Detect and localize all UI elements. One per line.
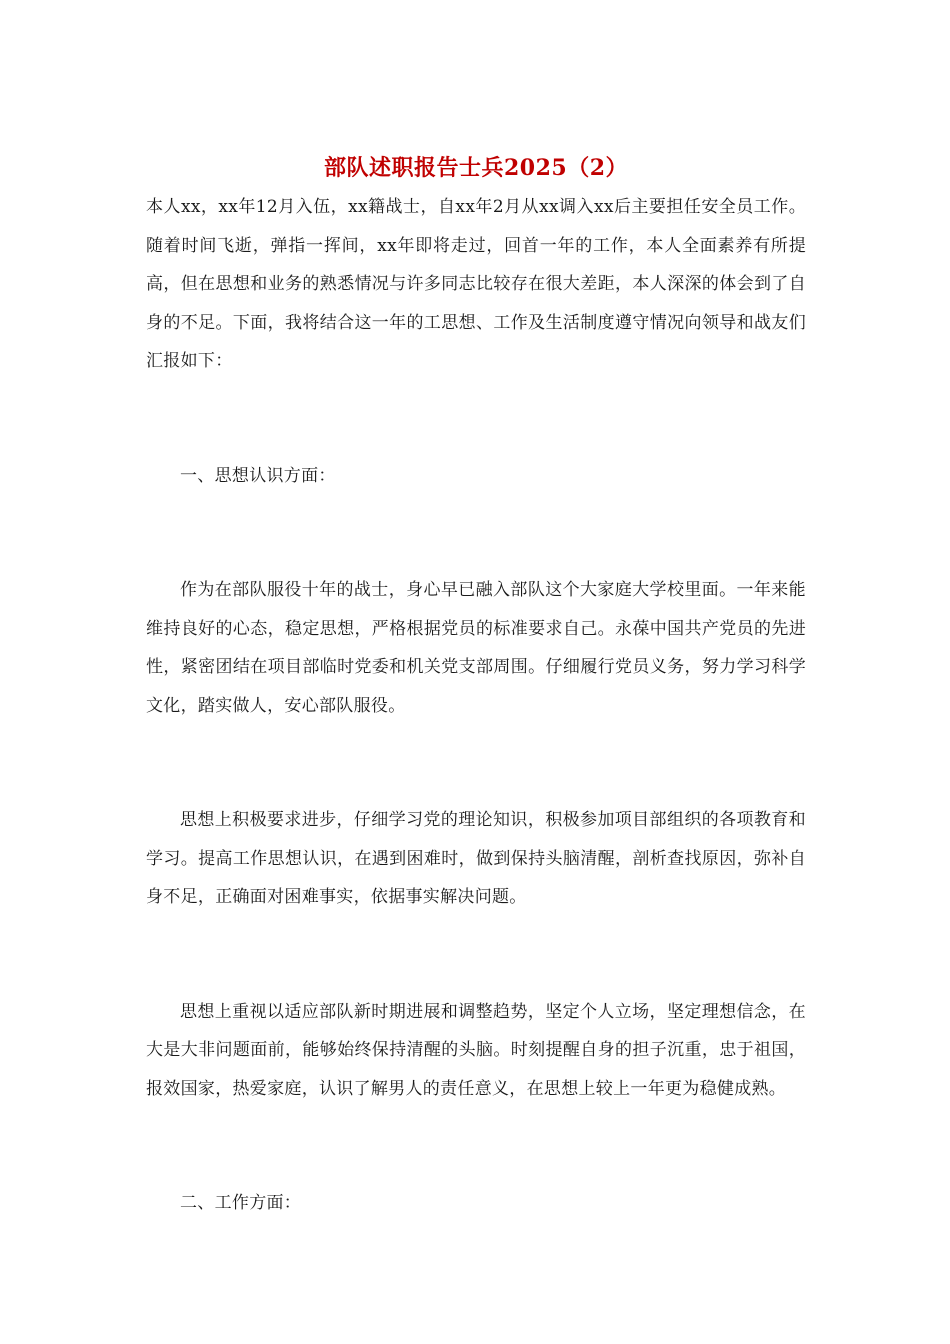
section-heading-thought: 一、思想认识方面：	[180, 465, 336, 486]
spacer	[146, 381, 806, 457]
document-page	[146, 150, 806, 1223]
section-heading-work: 二、工作方面：	[180, 1193, 302, 1213]
body-paragraph: 思想上重视以适应部队新时期进展和调整趋势，坚定个人立场，坚定理想信念，在大是大非问题面前，能够始终保持清醒的头脑。时刻提醒自身的担子沉重，忠于祖国，报效国家，热爱家庭，认识了解男人的责任意义，在思想上较上一年更为稳健成熟。	[146, 1001, 806, 1099]
body-paragraph: 思想上积极要求进步，仔细学习党的理论知识，积极参加项目部组织的各项教育和学习。提高工作思想认识，在遇到困难时，做到保持头脑清醒，剖析查找原因，弥补自身不足，正确面对困难事实，依据事实解决问题。	[146, 810, 806, 907]
spacer	[146, 917, 806, 993]
document-title: 部队述职报告士兵2025（2）	[323, 155, 629, 181]
spacer	[146, 725, 806, 801]
spacer	[146, 1108, 806, 1184]
spacer	[146, 495, 806, 571]
body-paragraph: 作为在部队服役十年的战士，身心早已融入部队这个大家庭大学校里面。一年来能维持良好的心态，稳定思想，严格根据党员的标准要求自己。永葆中国共产党员的先进性，紧密团结在项目部临时党委和机关党支部周围。仔细履行党员义务，努力学习科学文化，踏实做人，安心部队服役。	[146, 580, 806, 716]
intro-paragraph: 本人xx，xx年12月入伍，xx籍战士，自xx年2月从xx调入xx后主要担任安全员工作。随着时间飞逝，弹指一挥间，xx年即将走过，回首一年的工作，本人全面素养有所提高，但在思想和业务的熟悉情况与许多同志比较存在很大差距，本人深深的体会到了自身的不足。下面，我将结合这一年的工思想、工作及生活制度遵守情况向领导和战友们汇报如下：	[146, 197, 806, 371]
